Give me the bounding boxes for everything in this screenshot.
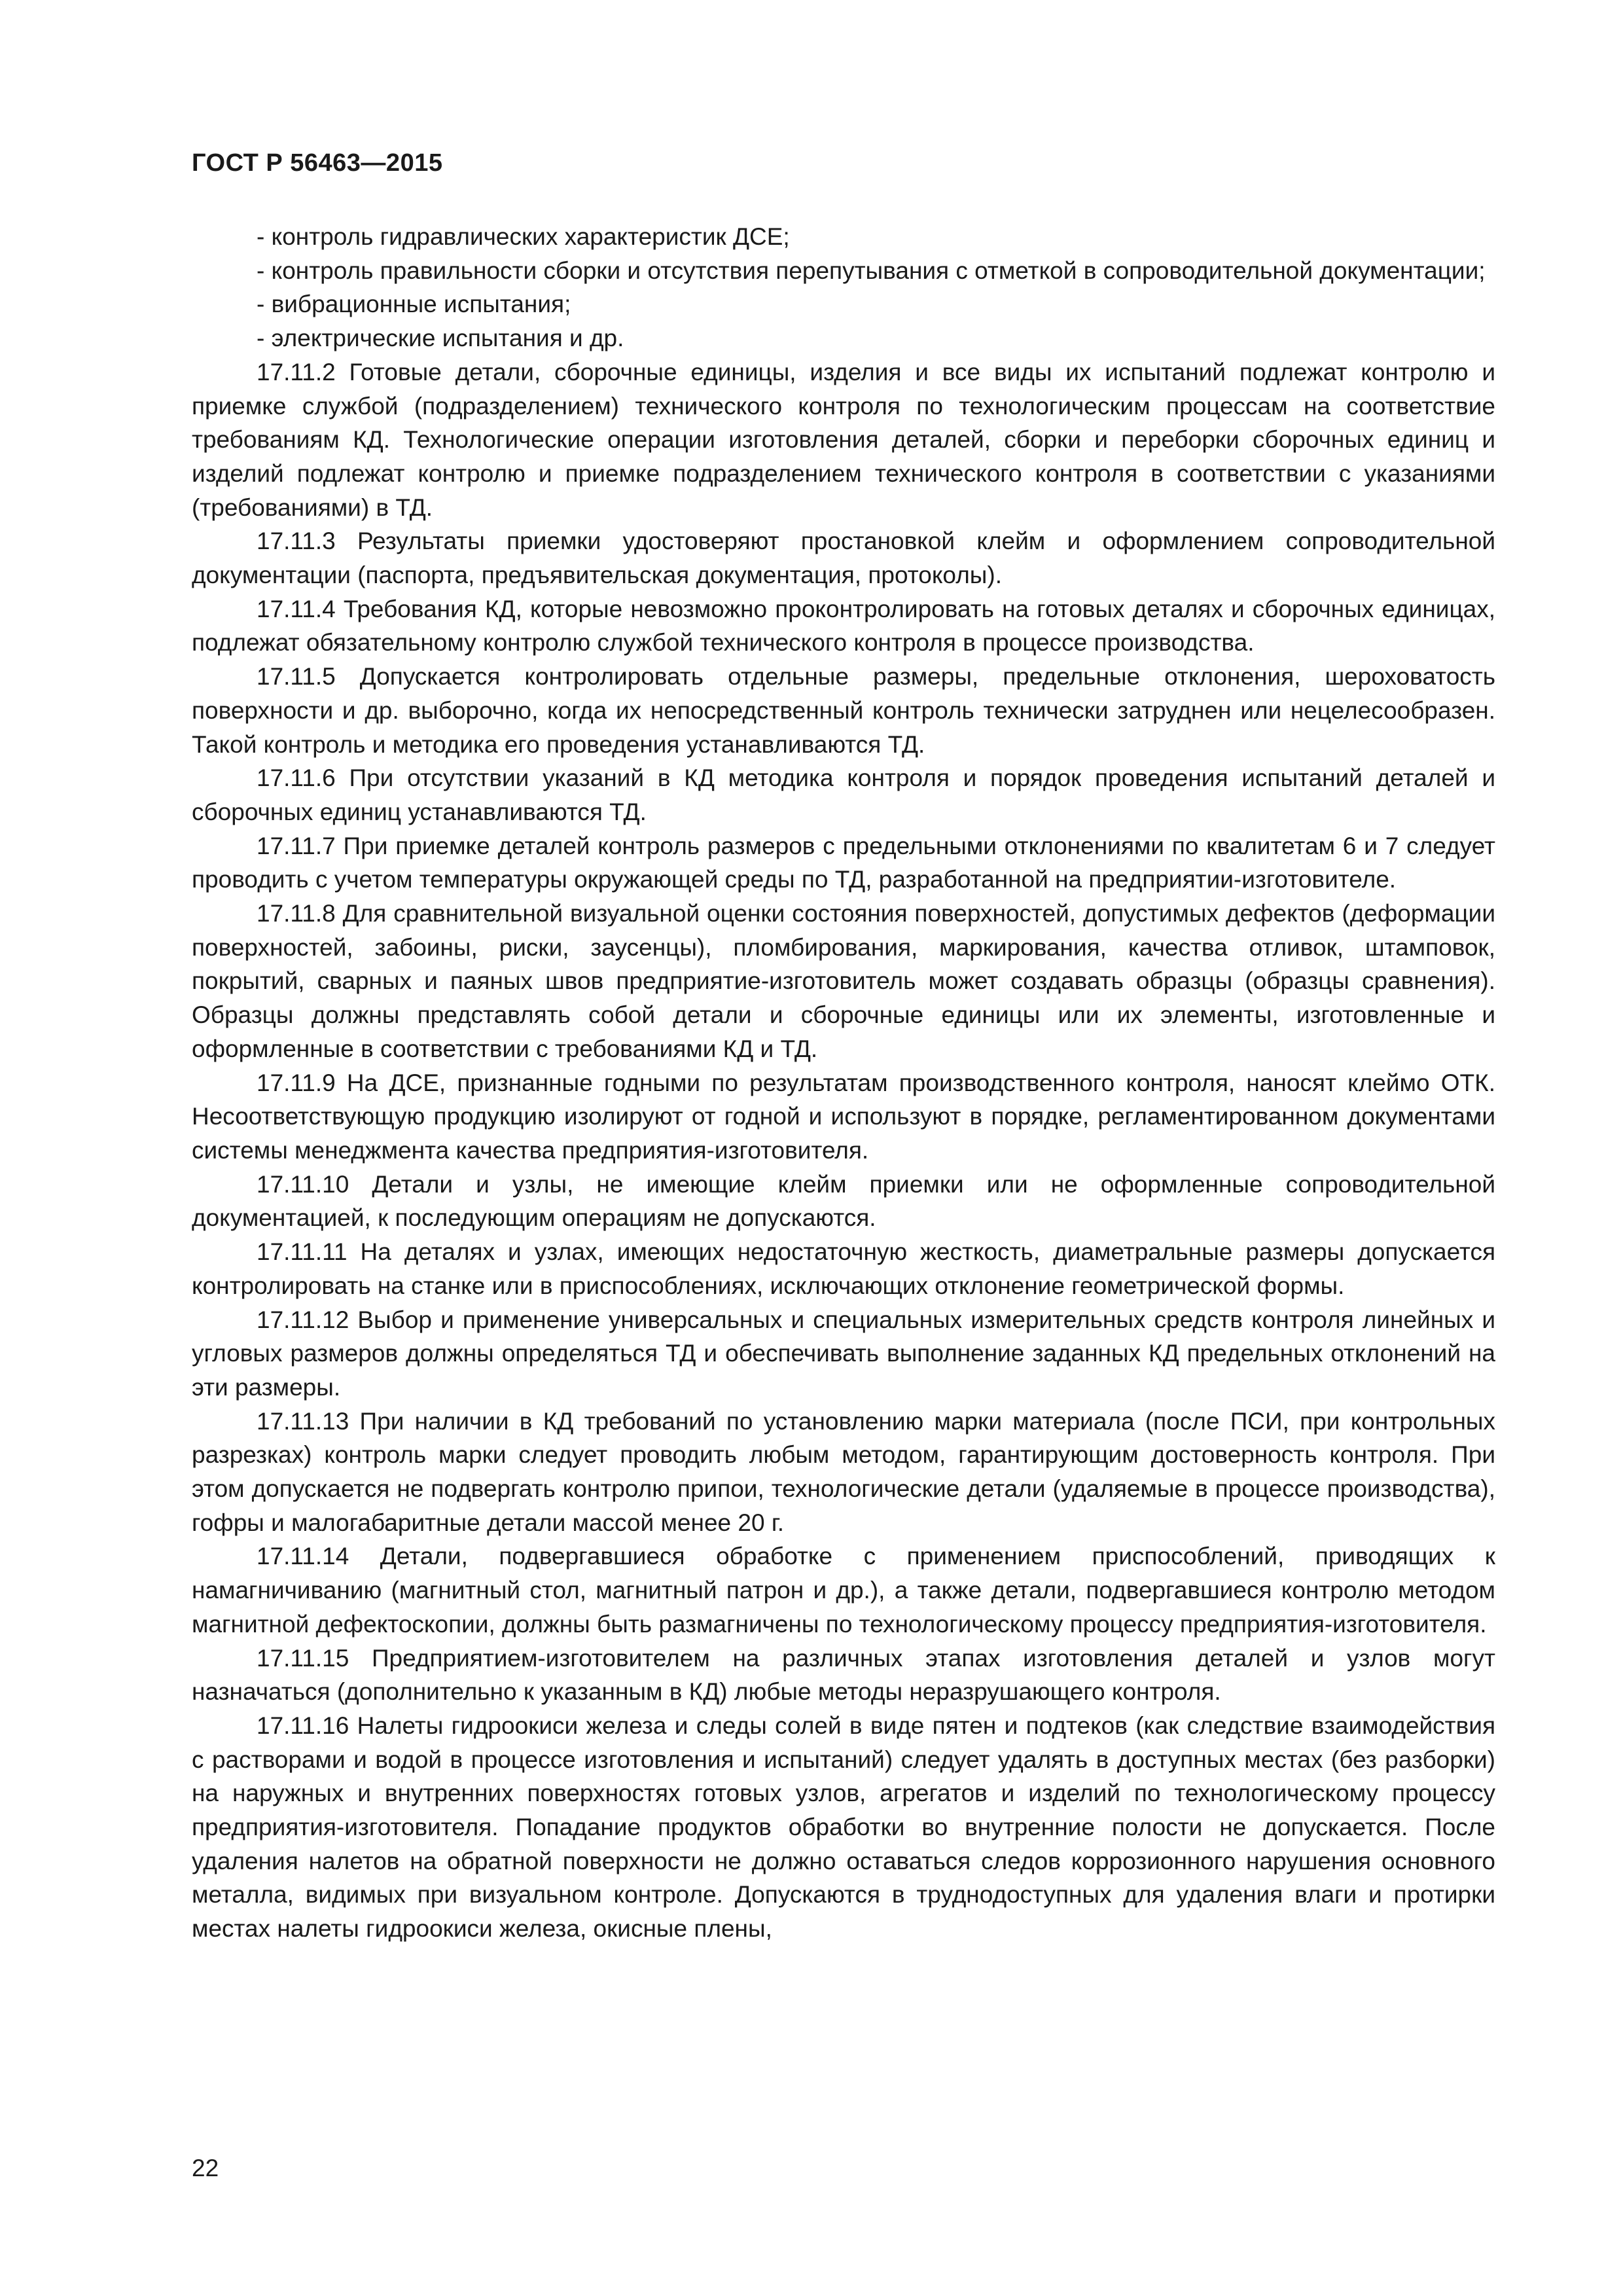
paragraph: 17.11.11 На деталях и узлах, имеющих недостаточную жесткость, диаметральные размеры допускается контролировать на станке или в приспособлениях, исключающих отклонение геометрической формы. xyxy=(192,1238,1495,1299)
paragraph: 17.11.5 Допускается контролировать отдельные размеры, предельные отклонения, шероховатость поверхности и др. выборочно, когда их непосредственный контроль технически затруднен или нецелесообразен. Такой контроль и методика его проведения устанавливаются ТД. xyxy=(192,663,1495,758)
page-header-title: ГОСТ Р 56463—2015 xyxy=(192,149,443,177)
page-number: 22 xyxy=(192,2155,219,2181)
paragraph: 17.11.4 Требования КД, которые невозможно проконтролировать на готовых деталях и сборочных единицах, подлежат обязательному контролю службой технического контроля в процессе производства. xyxy=(192,595,1495,656)
paragraph: 17.11.16 Налеты гидроокиси железа и следы солей в виде пятен и подтеков (как следствие взаимодействия с растворами и водой в процессе изготовления и испытаний) следует удалять в доступных местах (без разборки) на наружных и внутренних поверхностях готовых узлов, агрегатов и изделий по технологическому процессу предприятия-изготовителя. Попадание продуктов обработки во внутренние полости не допускается. После удаления налетов на обратной поверхности не должно оставаться следов коррозионного нарушения основного металла, видимых при визуальном контроле. Допускаются в труднодоступных для удаления влаги и протирки местах налеты гидроокиси железа, окисные плены, xyxy=(192,1712,1495,1943)
paragraph: - контроль правильности сборки и отсутствия перепутывания с отметкой в сопроводительной документации; xyxy=(257,257,1486,284)
paragraph: - вибрационные испытания; xyxy=(257,291,571,318)
paragraph: 17.11.13 При наличии в КД требований по установлению марки материала (после ПСИ, при контрольных разрезках) контроль марки следует проводить любым методом, гарантирующим достоверность контроля. При этом допускается не подвергать контролю припои, технологические детали (удаляемые в процессе производства), гофры и малогабаритные детали массой менее 20 г. xyxy=(192,1407,1495,1536)
paragraph: 17.11.7 При приемке деталей контроль размеров с предельными отклонениями по квалитетам 6 и 7 следует проводить с учетом температуры окружающей среды по ТД, разработанной на предприятии-изготовителе. xyxy=(192,832,1495,893)
paragraph: 17.11.14 Детали, подвергавшиеся обработке с применением приспособлений, приводящих к намагничиванию (магнитный стол, магнитный патрон и др.), а также детали, подвергавшиеся контролю методом магнитной дефектоскопии, должны быть размагничены по технологическому процессу предприятия-изготовителя. xyxy=(192,1543,1495,1638)
paragraph: 17.11.10 Детали и узлы, не имеющие клейм приемки или не оформленные сопроводительной документацией, к последующим операциям не допускаются. xyxy=(192,1170,1495,1232)
paragraph: 17.11.15 Предприятием-изготовителем на различных этапах изготовления деталей и узлов могут назначаться (дополнительно к указанным в КД) любые методы неразрушающего контроля. xyxy=(192,1644,1495,1706)
body-text xyxy=(192,220,1495,1946)
paragraph: 17.11.8 Для сравнительной визуальной оценки состояния поверхностей, допустимых дефектов (деформации поверхностей, забоины, риски, заусенцы), пломбирования, маркирования, качества отливок, штамповок, покрытий, сварных и паяных швов предприятие-изготовитель может создавать образцы (образцы сравнения). Образцы должны представлять собой детали и сборочные единицы или их элементы, изготовленные и оформленные в соответствии с требованиями КД и ТД. xyxy=(192,900,1495,1062)
paragraph: 17.11.2 Готовые детали, сборочные единицы, изделия и все виды их испытаний подлежат контролю и приемке службой (подразделением) технического контроля по технологическим процессам на соответствие требованиям КД. Технологические операции изготовления деталей, сборки и переборки сборочных единиц и изделий подлежат контролю и приемке подразделением технического контроля в соответствии с указаниями (требованиями) в ТД. xyxy=(192,358,1495,521)
paragraph: 17.11.6 При отсутствии указаний в КД методика контроля и порядок проведения испытаний деталей и сборочных единиц устанавливаются ТД. xyxy=(192,764,1495,825)
paragraph: 17.11.12 Выбор и применение универсальных и специальных измерительных средств контроля линейных и угловых размеров должны определяться ТД и обеспечивать выполнение заданных КД предельных отклонений на эти размеры. xyxy=(192,1306,1495,1401)
paragraph: 17.11.9 На ДСЕ, признанные годными по результатам производственного контроля, наносят клеймо ОТК. Несоответствующую продукцию изолируют от годной и используют в порядке, регламентированном документами системы менеджмента качества предприятия-изготовителя. xyxy=(192,1069,1495,1164)
paragraph: 17.11.3 Результаты приемки удостоверяют простановкой клейм и оформлением сопроводительной документации (паспорта, предъявительская документация, протоколы). xyxy=(192,528,1495,589)
paragraph: - электрические испытания и др. xyxy=(257,325,624,352)
paragraph: - контроль гидравлических характеристик ДСЕ; xyxy=(257,223,790,250)
